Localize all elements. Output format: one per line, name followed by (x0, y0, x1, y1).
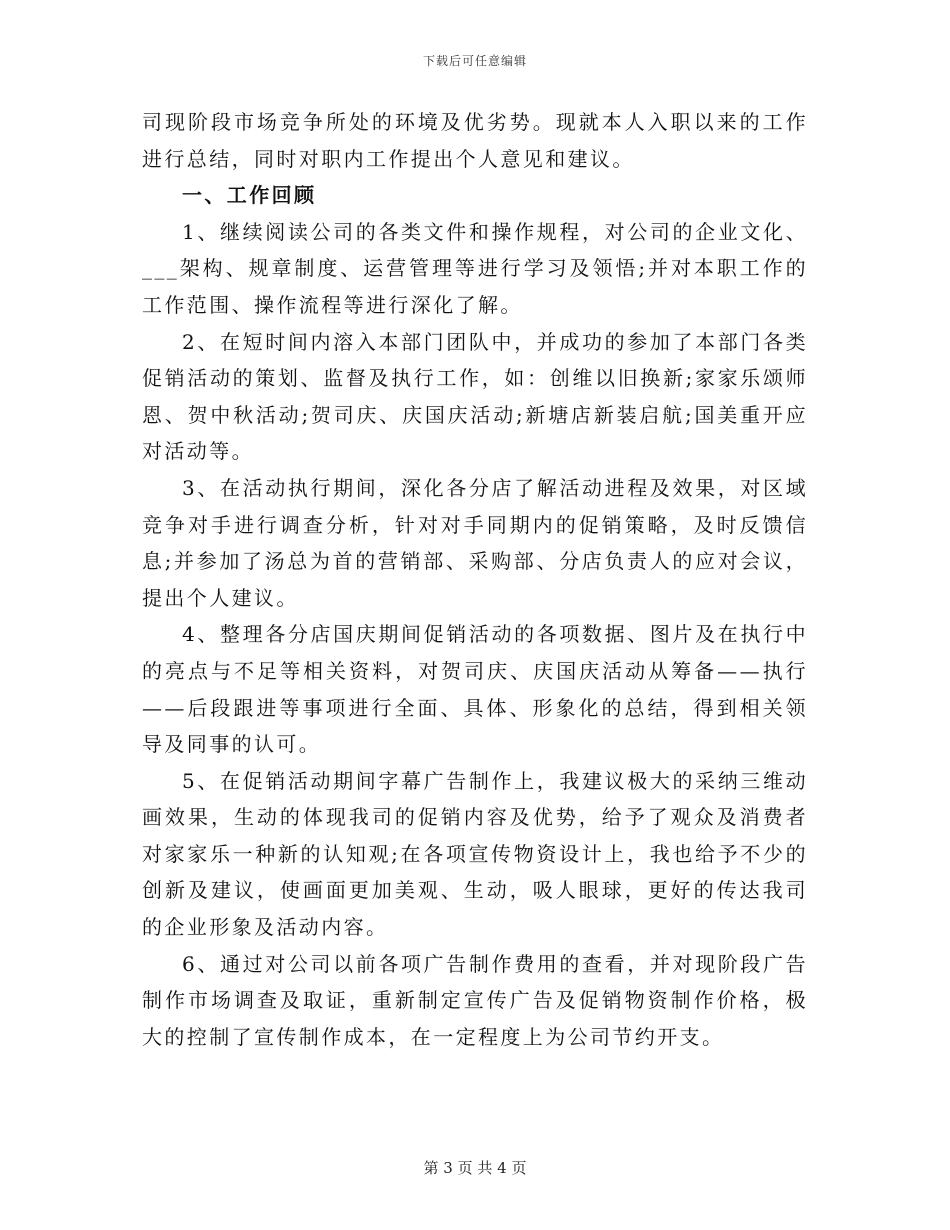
list-item: 1、继续阅读公司的各类文件和操作规程，对公司的企业文化、___架构、规章制度、运营管理等进行学习及领悟;并对本职工作的工作范围、操作流程等进行深化了解。 (142, 219, 808, 317)
list-item: 3、在活动执行期间，深化各分店了解活动进程及效果，对区域竞争对手进行调查分析，针对对手同期内的促销策略，及时反馈信息;并参加了汤总为首的营销部、采购部、分店负责人的应对会议，提出个人建议。 (142, 475, 808, 610)
list-item: 5、在促销活动期间字幕广告制作上，我建议极大的采纳三维动画效果，生动的体现我司的促销内容及优势，给予了观众及消费者对家家乐一种新的认知观;在各项宣传物资设计上，我也给予不少的创新及建议，使画面更加美观、生动，吸人眼球，更好的传达我司的企业形象及活动内容。 (142, 768, 808, 940)
section-heading: 一、工作回顾 (182, 183, 317, 208)
list-item: 2、在短时间内溶入本部门团队中，并成功的参加了本部门各类促销活动的策划、监督及执行工作，如：创维以旧换新;家家乐颂师恩、贺中秋活动;贺司庆、庆国庆活动;新塘店新装启航;国美重开应对活动等。 (142, 329, 808, 464)
header-note: 下载后可任意编辑 (422, 54, 527, 68)
intro-paragraph: 司现阶段市场竞争所处的环境及优劣势。现就本人入职以来的工作进行总结，同时对职内工作提出个人意见和建议。 (142, 110, 808, 171)
document-body (142, 104, 808, 1055)
list-item: 6、通过对公司以前各项广告制作费用的查看，并对现阶段广告制作市场调查及取证，重新制定宣传广告及促销物资制作价格，极大的控制了宣传制作成本，在一定程度上为公司节约开支。 (142, 951, 808, 1049)
page-number: 第 3 页 共 4 页 (423, 1159, 527, 1177)
list-item: 4、整理各分店国庆期间促销活动的各项数据、图片及在执行中的亮点与不足等相关资料，对贺司庆、庆国庆活动从筹备——执行——后段跟进等事项进行全面、具体、形象化的总结，得到相关领导及同事的认可。 (142, 622, 808, 757)
